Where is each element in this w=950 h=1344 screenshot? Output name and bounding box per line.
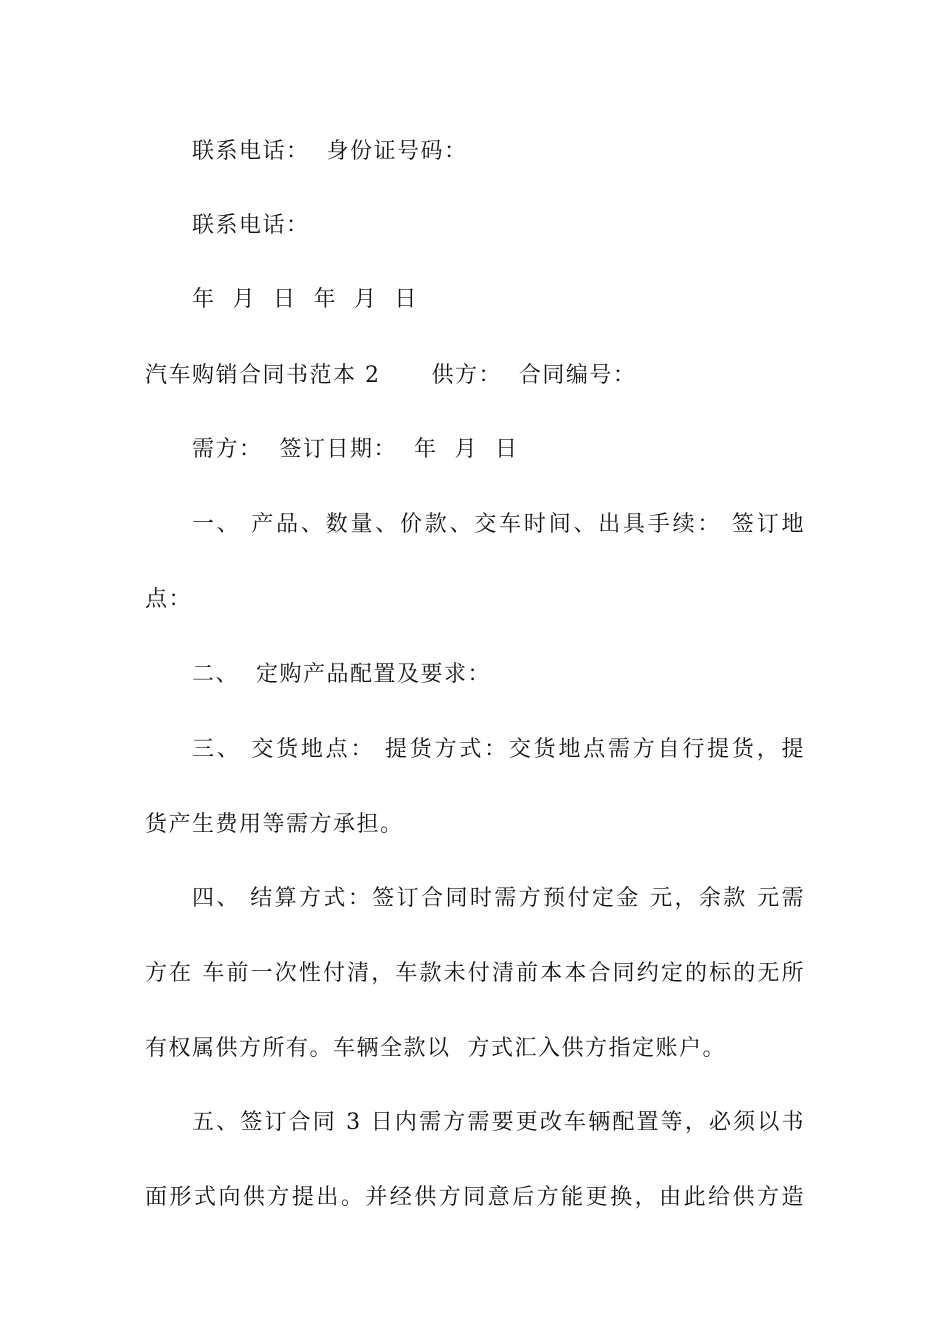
text-line-clause-3: 三、 交货地点： 提货方式：交货地点需方自行提货，提 <box>192 737 805 762</box>
text-line-clause-4-cont-1: 方在 车前一次性付清，车款未付清前本本合同约定的标的无所 <box>145 961 805 986</box>
text-line-clause-5: 五、签订合同 3 日内需方需要更改车辆配置等，必须以书 <box>192 1110 805 1135</box>
text-line-clause-2: 二、 定购产品配置及要求： <box>192 662 491 687</box>
text-line-contact-id: 联系电话： 身份证号码： <box>192 139 468 164</box>
text-line-clause-5-cont: 面形式向供方提出。并经供方同意后方能更换，由此给供方造 <box>145 1185 805 1210</box>
text-line-buyer-sign-date: 需方： 签订日期： 年 月 日 <box>192 437 519 462</box>
text-line-date: 年 月 日 年 月 日 <box>192 287 418 312</box>
text-line-clause-4-cont-2: 有权属供方所有。车辆全款以 方式汇入供方指定账户。 <box>145 1036 726 1061</box>
text-line-contact: 联系电话： <box>192 213 310 238</box>
text-line-clause-4: 四、 结算方式：签订合同时需方预付定金 元，余款 元需 <box>192 886 805 911</box>
text-line-contract-title: 汽车购销合同书范本 2 供方： 合同编号： <box>145 363 637 388</box>
text-line-clause-1: 一、 产品、数量、价款、交车时间、出具手续： 签订地 <box>192 512 805 537</box>
text-line-clause-1-cont: 点： <box>145 587 193 612</box>
text-line-clause-3-cont: 货产生费用等需方承担。 <box>145 812 404 837</box>
